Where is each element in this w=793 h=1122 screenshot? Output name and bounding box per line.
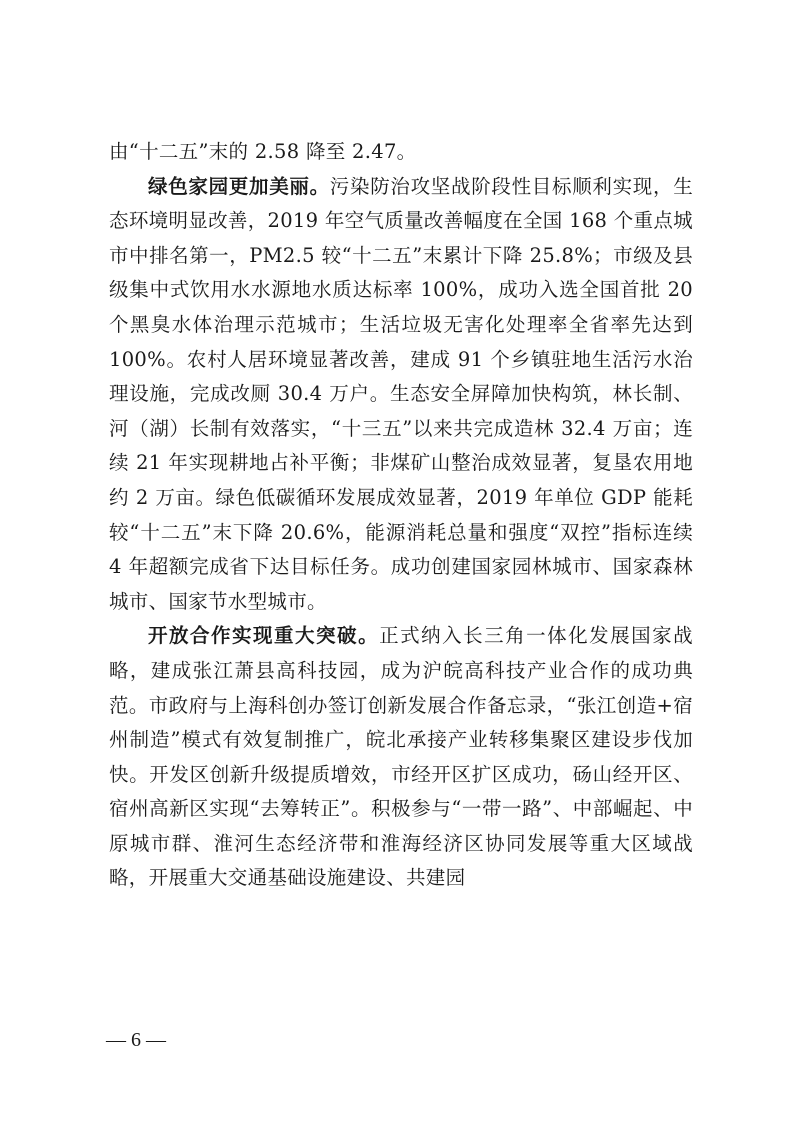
paragraph-2-text: 污染防治攻坚战阶段性目标顺利实现，生态环境明显改善，2019 年空气质量改善幅度在全国 168 个重点城市中排名第一，PM2.5 较“十二五”末累计下降 25.8%；市级及县级集中式饮用水水源地水质达标率 100%，成功入选全国首批 20 个黑臭水体治理示范城市；生活垃圾无害化处理率全省率先达到 100%。农村人居环境显著改善，建成 91 个乡镇驻地生活污水治理设施，完成改厕 30.4 万户。生态安全屏障加快构筑，林长制、河（湖）长制有效落实，“十三五”以来共完成造林 32.4 万亩；连续 21 年实现耕地占补平衡；非煤矿山整治成效显著，复垦农用地约 2 万亩。绿色低碳循环发展成效显著，2019 年单位 GDP 能耗较“十二五”末下降 20.6%，能源消耗总量和强度“双控”指标连续 4 年超额完成省下达目标任务。成功创建国家园林城市、国家森林城市、国家节水型城市。 [109,174,693,613]
page-number: — 6 — [106,1029,166,1051]
paragraph-1 [109,135,693,170]
paragraph-3-lead: 开放合作实现重大突破。 [148,624,380,648]
paragraph-3-text: 正式纳入长三角一体化发展国家战略，建成张江萧县高科技园，成为沪皖高科技产业合作的成功典范。市政府与上海科创办签订创新发展合作备忘录，“张江创造+宿州制造”模式有效复制推广，皖北承接产业转移集聚区建设步伐加快。开发区创新升级提质增效，市经开区扩区成功，砀山经开区、宿州高新区实现“去筹转正”。积极参与“一带一路”、中部崛起、中原城市群、淮河生态经济带和淮海经济区协同发展等重大区域战略，开展重大交通基础设施建设、共建园 [109,624,693,890]
paragraph-2 [109,170,693,620]
paragraph-3 [109,619,693,896]
paragraph-1-text: 由“十二五”末的 2.58 降至 2.47。 [109,140,417,163]
paragraph-2-lead: 绿色家园更加美丽。 [148,174,330,198]
body-text [109,135,693,896]
